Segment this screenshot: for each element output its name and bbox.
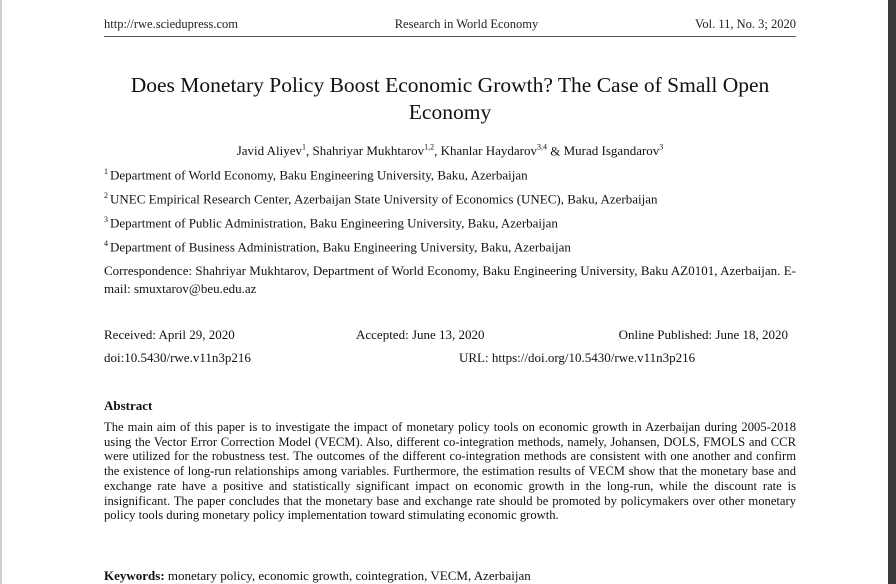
author-list: Javid Aliyev$^1$, Shahriyar Mukhtarov$^{1,2}$, Khanlar Haydarov$^{3,4}$ & Murad Isgandarov$^3$ — [236, 143, 664, 159]
published-date: Online Published: June 18, 2020 — [618, 327, 788, 342]
doi-url[interactable]: URL: https://doi.org/10.5430/rwe.v11n3p216 — [459, 350, 696, 365]
affiliation-1: $^1$ Department of World Economy, Baku Engineering University, Baku, Azerbaijan — [104, 167, 528, 183]
affiliation-3: $^3$ Department of Public Administration, Baku Engineering University, Baku, Azerbaijan — [104, 215, 558, 231]
journal-url[interactable]: http://rwe.sciedupress.com — [104, 17, 238, 31]
author: Khanlar Haydarov$^{3,4}$ — [440, 143, 547, 159]
doi[interactable]: doi:10.5430/rwe.v11n3p216 — [104, 350, 251, 365]
keywords — [104, 568, 531, 584]
keywords-list: monetary policy, economic growth, cointegration, VECM, Azerbaijan — [167, 568, 531, 583]
author: Javid Aliyev$^1$ — [236, 143, 307, 159]
received-date: Received: April 29, 2020 — [104, 327, 235, 342]
running-header — [104, 17, 796, 37]
abstract-heading: Abstract — [104, 398, 153, 413]
abstract-text: The main aim of this paper is to investigate the impact of monetary policy tools on economic growth in Azerbaijan during 2005-2018 using the Vector Error Correction Model (VECM). Also, different co-integration methods, namely, Johansen, DOLS, FMOLS and CCR were utilized for the robustness test. The outcomes of the different co-integration methods are consistent with one another and confirm the existence of long-run relationships among variables. Furthermore, the estimation results of VECM show that the monetary base and exchange rate have a positive and statistically significant impact on economic growth in the long-run, while the discount rate is insignificant. The paper concludes that the monetary base and exchange rate should be promoted by policymakers over other monetary policy tools during monetary policy implementation toward stimulating economic growth. — [104, 420, 796, 523]
paper-title: Does Monetary Policy Boost Economic Growth? The Case of Small Open Economy — [130, 73, 770, 124]
author: Shahriyar Mukhtarov$^{1,2}$ — [312, 143, 435, 159]
correspondence: Correspondence: Shahriyar Mukhtarov, Department of World Economy, Baku Engineering University, Baku AZ0101, Azerbaijan. E-mail: smuxtarov@beu.edu.az — [104, 263, 796, 296]
scrollbar[interactable] — [888, 0, 896, 584]
volume-info: Vol. 11, No. 3; 2020 — [694, 17, 796, 31]
keywords-label: Keywords: — [104, 568, 165, 583]
journal-name: Research in World Economy — [394, 17, 539, 31]
accepted-date: Accepted: June 13, 2020 — [356, 327, 485, 342]
affiliation-4: $^4$ Department of Business Administration, Baku Engineering University, Baku, Azerbaijan — [104, 239, 571, 255]
author: Murad Isgandarov$^3$ — [563, 143, 664, 159]
affiliation-2: $^2$ UNEC Empirical Research Center, Azerbaijan State University of Economics (UNEC), Baku, Azerbaijan — [104, 191, 658, 207]
